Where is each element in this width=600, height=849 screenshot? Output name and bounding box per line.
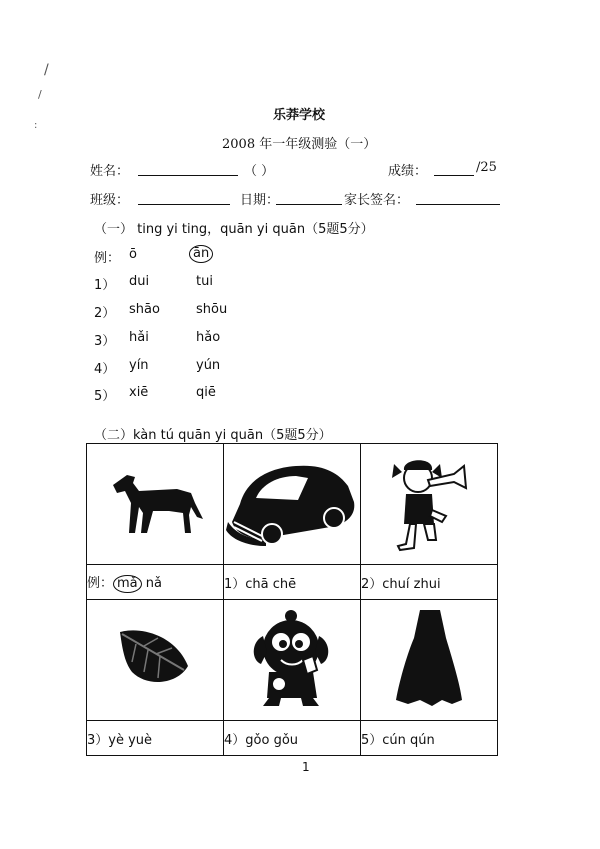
- item-2-option-a[interactable]: shāo: [129, 302, 160, 317]
- item-3-option-a[interactable]: hǎi: [129, 330, 149, 345]
- item-4-num: 4）: [94, 362, 116, 377]
- example-circled-answer: mǎ: [113, 575, 142, 593]
- item-4-option-b[interactable]: yún: [196, 358, 221, 373]
- name-field[interactable]: [138, 163, 238, 176]
- cell-5-label[interactable]: 5）cún qún: [361, 721, 498, 756]
- horse-icon: [105, 467, 205, 537]
- cell-skirt-picture: [361, 600, 498, 721]
- leaf-icon: [118, 626, 192, 690]
- item-2-num: 2）: [94, 306, 116, 321]
- scan-mark: :: [34, 120, 38, 131]
- example-other-answer: nǎ: [141, 575, 162, 591]
- cell-2-label[interactable]: 2）chuí zhui: [361, 565, 498, 600]
- page-number: 1: [302, 760, 310, 774]
- name-paren: （ ）: [244, 164, 275, 179]
- cell-3-label[interactable]: 3）yè yuè: [87, 721, 224, 756]
- score-label: 成绩：: [388, 164, 428, 179]
- puppy-icon: [247, 608, 337, 708]
- item-2-option-b[interactable]: shōu: [196, 302, 228, 317]
- date-field[interactable]: [276, 192, 342, 205]
- section-2-title: （二）kàn tú quān yi quān（5题5分）: [94, 428, 332, 443]
- skirt-icon: [394, 608, 464, 708]
- cell-example-label: 例： mǎ nǎ: [87, 565, 224, 600]
- cell-4-label[interactable]: 4）gǒo gǒu: [224, 721, 361, 756]
- parent-signature-field[interactable]: [416, 192, 500, 205]
- girl-trumpet-icon: [384, 452, 474, 552]
- item-1-num: 1）: [94, 278, 116, 293]
- test-title: 2008 年一年级测验（一）: [222, 137, 377, 152]
- cell-horse-picture: [87, 444, 224, 565]
- parent-signature-label: 家长签名：: [344, 193, 410, 208]
- example-option-b-circled: ān: [189, 245, 213, 263]
- cell-girl-trumpet-picture: [361, 444, 498, 565]
- example-option-a: ō: [129, 247, 137, 262]
- class-label: 班级：: [90, 193, 130, 208]
- example-label: 例：: [94, 251, 121, 266]
- item-3-num: 3）: [94, 334, 116, 349]
- item-5-num: 5）: [94, 389, 116, 404]
- scan-mark: /: [38, 88, 42, 101]
- item-3-option-b[interactable]: hǎo: [196, 330, 221, 345]
- cell-car-picture: [224, 444, 361, 565]
- item-5-option-b[interactable]: qiē: [196, 385, 216, 400]
- cell-puppy-picture: [224, 600, 361, 721]
- item-1-option-a[interactable]: dui: [129, 274, 150, 289]
- score-field[interactable]: [434, 163, 474, 176]
- cell-1-label[interactable]: 1）chā chē: [224, 565, 361, 600]
- scan-mark: /: [44, 62, 49, 78]
- picture-grid: [86, 443, 498, 756]
- item-4-option-a[interactable]: yín: [129, 358, 149, 373]
- class-field[interactable]: [138, 192, 230, 205]
- date-label: 日期：: [240, 193, 280, 208]
- item-5-option-a[interactable]: xiē: [129, 385, 149, 400]
- score-total: /25: [476, 160, 497, 175]
- name-label: 姓名：: [90, 164, 130, 179]
- school-name: 乐莽学校: [273, 108, 326, 123]
- cell-leaf-picture: [87, 600, 224, 721]
- section-1-title: （一） ting yi ting，quān yi quān（5题5分）: [94, 222, 374, 237]
- car-icon: [226, 456, 358, 548]
- item-1-option-b[interactable]: tui: [196, 274, 213, 289]
